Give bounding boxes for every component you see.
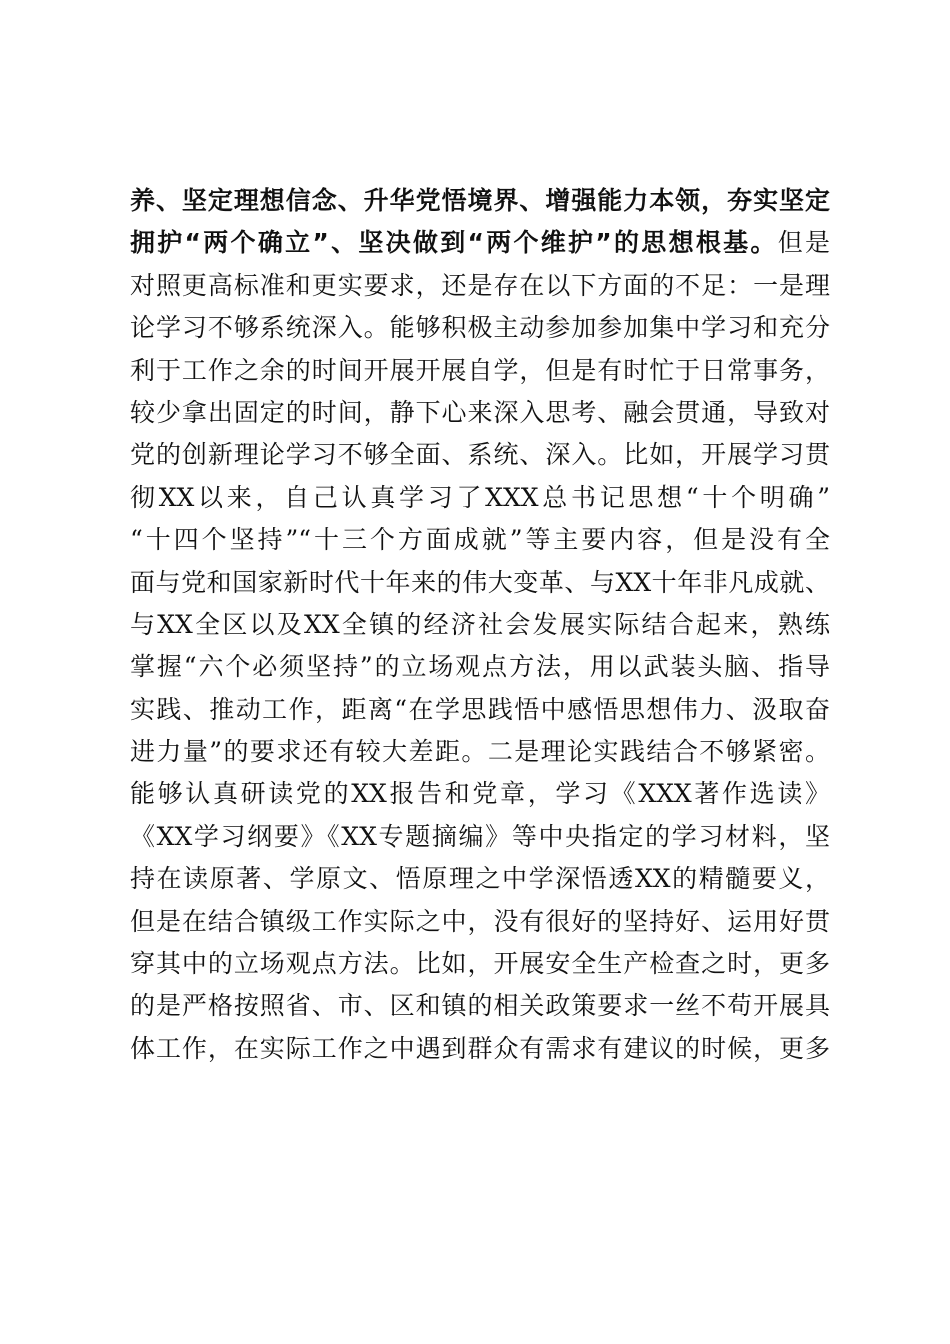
text-line [130,604,830,646]
text-line [130,816,830,858]
body-text: “十四个坚持”“十三个方面成就”等主要内容，但是没有全 [130,525,830,555]
text-line [130,519,830,561]
text-line [130,307,830,349]
text-line [130,265,830,307]
body-text: 进力量”的要求还有较大差距。二是理论实践结合不够紧密。 [130,737,830,767]
text-line [130,646,830,688]
body-text: 能够认真研读党的XX报告和党章，学习《XXX著作选读》 [130,779,830,809]
body-text: 对照更高标准和更实要求，还是存在以下方面的不足：一是理 [130,270,830,300]
text-line [130,180,830,222]
body-text: 利于工作之余的时间开展开展自学，但是有时忙于日常事务， [130,355,830,385]
text-line [130,477,830,519]
text-line [130,985,830,1027]
body-text: 掌握“六个必须坚持”的立场观点方法，用以武装头脑、指导 [130,652,830,682]
text-line [130,773,830,815]
text-line [130,350,830,392]
text-line [130,858,830,900]
bold-text: 拥护“两个确立”、坚决做到“两个维护”的思想根基。 [130,228,778,258]
body-text: 党的创新理论学习不够全面、系统、深入。比如，开展学习贯 [130,440,830,470]
body-text: 但是在结合镇级工作实际之中，没有很好的坚持好、运用好贯 [130,906,830,936]
text-line [130,901,830,943]
text-line [130,222,830,264]
body-text: 较少拿出固定的时间，静下心来深入思考、融会贯通，导致对 [130,397,830,427]
body-text: 持在读原著、学原文、悟原理之中学深悟透XX的精髓要义， [130,864,830,894]
body-text: 的是严格按照省、市、区和镇的相关政策要求一丝不苟开展具 [130,991,830,1021]
body-text: 《XX学习纲要》《XX专题摘编》等中央指定的学习材料，坚 [130,821,830,851]
text-line [130,943,830,985]
bold-text: 养、坚定理想信念、升华党悟境界、增强能力本领，夯实坚定 [130,186,830,215]
document-body [130,180,830,1070]
body-text: 与XX全区以及XX全镇的经济社会发展实际结合起来，熟练 [130,609,830,639]
text-line [130,1028,830,1070]
body-text: 面与党和国家新时代十年来的伟大变革、与XX十年非凡成就、 [130,567,830,597]
text-line [130,434,830,476]
body-text: 实践、推动工作，距离“在学思践悟中感悟思想伟力、汲取奋 [130,694,830,724]
text-line [130,731,830,773]
body-text: 但是 [777,228,830,258]
body-text: 穿其中的立场观点方法。比如，开展安全生产检查之时，更多 [130,949,830,979]
text-line [130,392,830,434]
text-line [130,562,830,604]
body-text: 论学习不够系统深入。能够积极主动参加参加集中学习和充分 [130,313,830,343]
body-text: 体工作，在实际工作之中遇到群众有需求有建议的时候，更多 [130,1033,830,1063]
body-text: 彻XX以来，自己认真学习了XXX总书记思想“十个明确” [130,482,830,512]
text-line [130,689,830,731]
